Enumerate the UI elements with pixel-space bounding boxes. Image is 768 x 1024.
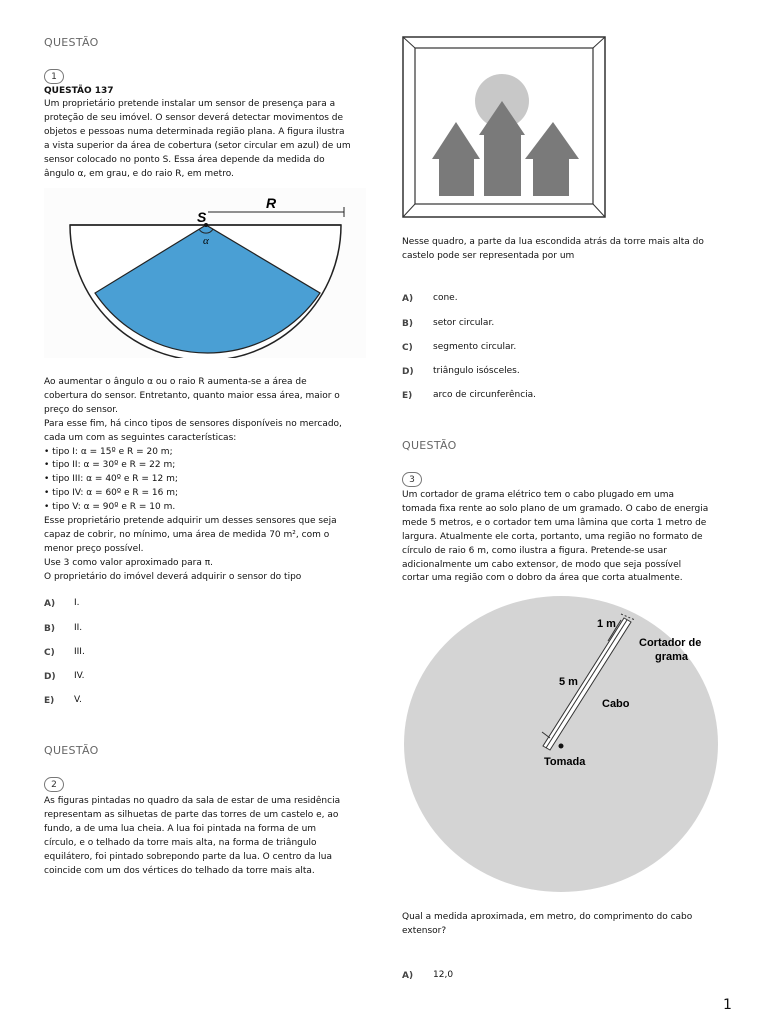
q3-question-line: extensor? xyxy=(402,925,447,936)
q3-option-a-label[interactable]: A) xyxy=(402,971,414,981)
q1-body-line: • tipo V: α = 90º e R = 10 m. xyxy=(44,502,176,513)
q2-intro-line: coincide com um dos vértices do telhado da torre mais alta. xyxy=(44,865,315,876)
tomada-label: Tomada xyxy=(544,756,586,768)
q3-intro xyxy=(402,489,742,586)
q1-intro xyxy=(44,98,374,181)
q1-body-line: capaz de cobrir, no mínimo, uma área de medida 70 m², com o xyxy=(44,529,330,540)
tomada-point xyxy=(559,744,564,749)
q1-option-d-text[interactable]: IV. xyxy=(74,671,85,681)
q1-body-line: menor preço possível. xyxy=(44,543,144,554)
q1-option-c-label[interactable]: C) xyxy=(44,648,55,658)
q2-option-b-text[interactable]: setor circular. xyxy=(433,318,495,328)
q3-option-a-text[interactable]: 12,0 xyxy=(433,970,454,980)
cortador-label-line2: grama xyxy=(655,651,689,663)
q1-section-title: QUESTÃO xyxy=(44,36,99,49)
q2-option-e-text[interactable]: arco de circunferência. xyxy=(433,390,537,400)
q1-body-line: Use 3 como valor aproximado para π. xyxy=(44,557,213,568)
q1-intro-line: a vista superior da área de cobertura (setor circular em azul) de um xyxy=(44,140,351,151)
q2-section-title: QUESTÃO xyxy=(44,744,99,757)
q1-body-line: Ao aumentar o ângulo α ou o raio R aumenta-se a área de xyxy=(44,377,307,387)
q1-option-c-text[interactable]: III. xyxy=(74,647,85,657)
left-tower xyxy=(439,158,474,196)
one-meter-label: 1 m xyxy=(597,618,616,630)
q3-question-line: Qual a medida aproximada, em metro, do comprimento do cabo xyxy=(402,912,693,922)
q1-body-line: O proprietário do imóvel deverá adquirir o sensor do tipo xyxy=(44,571,302,582)
lawnmower-figure xyxy=(400,596,722,896)
q2-option-a-label[interactable]: A) xyxy=(402,294,414,304)
q1-heading: QUESTÃO 137 xyxy=(44,86,114,96)
q2-intro-line: fundo, a de uma lua cheia. A lua foi pintada na forma de um xyxy=(44,823,317,834)
q2-number-badge: 2 xyxy=(44,777,64,792)
q1-number-badge: 1 xyxy=(44,69,64,84)
q1-option-b-label[interactable]: B) xyxy=(44,624,55,634)
q1-body xyxy=(44,376,374,585)
q3-section-title: QUESTÃO xyxy=(402,439,457,452)
q1-body-line: • tipo II: α = 30º e R = 22 m; xyxy=(44,460,176,471)
q1-intro-line: proteção de seu imóvel. O sensor deverá detectar movimentos de xyxy=(44,112,344,123)
q3-intro-line: mede 5 metros, e o cortador tem uma lâmina que corta 1 metro de xyxy=(402,517,707,528)
q2-intro-line: As figuras pintadas no quadro da sala de estar de uma residência xyxy=(44,796,341,806)
q1-option-e-text[interactable]: V. xyxy=(74,695,82,705)
cabo-label: Cabo xyxy=(602,698,630,710)
q1-intro-line: objetos e pessoas numa determinada região plana. A figura ilustra xyxy=(44,126,345,137)
q3-question xyxy=(402,911,732,939)
q2-intro-line: representam as silhuetas de parte das torres de um castelo e, ao xyxy=(44,809,339,820)
q2-option-c-text[interactable]: segmento circular. xyxy=(433,342,517,352)
q2-question-line: Nesse quadro, a parte da lua escondida atrás da torre mais alta do xyxy=(402,237,704,247)
sensor-coverage-figure xyxy=(44,188,366,358)
castle-painting-figure xyxy=(402,36,606,218)
q1-option-d-label[interactable]: D) xyxy=(44,672,56,682)
alpha-label: α xyxy=(203,235,209,247)
q2-option-a-text[interactable]: cone. xyxy=(433,293,458,303)
q3-intro-line: círculo de raio 6 m, como ilustra a figura. Pretende-se usar xyxy=(402,545,667,556)
q1-body-line: Esse proprietário pretende adquirir um desses sensores que seja xyxy=(44,516,337,527)
q1-intro-line: ângulo α, em grau, e do raio R, em metro. xyxy=(44,168,234,179)
q3-number-badge: 3 xyxy=(402,472,422,487)
r-label: R xyxy=(266,195,277,211)
q1-option-e-label[interactable]: E) xyxy=(44,696,55,706)
q3-intro-line: adicionalmente um cabo extensor, de modo que seja possível xyxy=(402,559,682,570)
q1-body-line: • tipo IV: α = 60º e R = 16 m; xyxy=(44,488,179,499)
q2-intro-line: equilátero, foi pintado sobrepondo parte da lua. O centro da lua xyxy=(44,851,333,862)
q3-intro-line: Um cortador de grama elétrico tem o cabo plugado em uma xyxy=(402,490,674,500)
q1-intro-line: Um proprietário pretende instalar um sensor de presença para a xyxy=(44,99,336,109)
q3-intro-line: tomada fixa rente ao solo plano de um gramado. O cabo de energia xyxy=(402,503,709,514)
q2-question xyxy=(402,236,732,264)
q2-option-d-label[interactable]: D) xyxy=(402,367,414,377)
q2-question-line: castelo pode ser representada por um xyxy=(402,250,575,261)
q1-body-line: preço do sensor. xyxy=(44,404,119,415)
q2-intro xyxy=(44,795,374,878)
q2-option-d-text[interactable]: triângulo isósceles. xyxy=(433,366,520,376)
q1-body-line: • tipo III: α = 40º e R = 12 m; xyxy=(44,474,178,485)
q1-option-b-text[interactable]: II. xyxy=(74,623,83,633)
q1-body-line: cobertura do sensor. Entretanto, quanto maior essa área, maior o xyxy=(44,390,340,401)
cortador-label-line1: Cortador de xyxy=(639,637,702,649)
s-label: S xyxy=(197,209,207,225)
q1-body-line: Para esse fim, há cinco tipos de sensores disponíveis no mercado, xyxy=(44,418,342,429)
q3-intro-line: largura. Atualmente ele corta, portanto, uma região no formato de xyxy=(402,531,703,542)
five-meter-label: 5 m xyxy=(559,676,578,688)
center-tower xyxy=(484,134,521,196)
q1-option-a-label[interactable]: A) xyxy=(44,599,56,609)
q3-intro-line: cortar uma região com o dobro da área que corta atualmente. xyxy=(402,573,683,584)
q1-intro-line: sensor colocado no ponto S. Essa área depende da medida do xyxy=(44,154,325,165)
page-number: 1 xyxy=(723,997,732,1013)
q2-intro-line: círculo, e o telhado da torre mais alta, na forma de triângulo xyxy=(44,837,317,848)
q1-option-a-text[interactable]: I. xyxy=(74,598,80,608)
q2-option-c-label[interactable]: C) xyxy=(402,343,413,353)
q1-body-line: • tipo I: α = 15º e R = 20 m; xyxy=(44,446,173,457)
q2-option-b-label[interactable]: B) xyxy=(402,319,413,329)
q1-body-line: cada um com as seguintes características: xyxy=(44,432,237,443)
q2-option-e-label[interactable]: E) xyxy=(402,391,413,401)
right-tower xyxy=(533,158,569,196)
